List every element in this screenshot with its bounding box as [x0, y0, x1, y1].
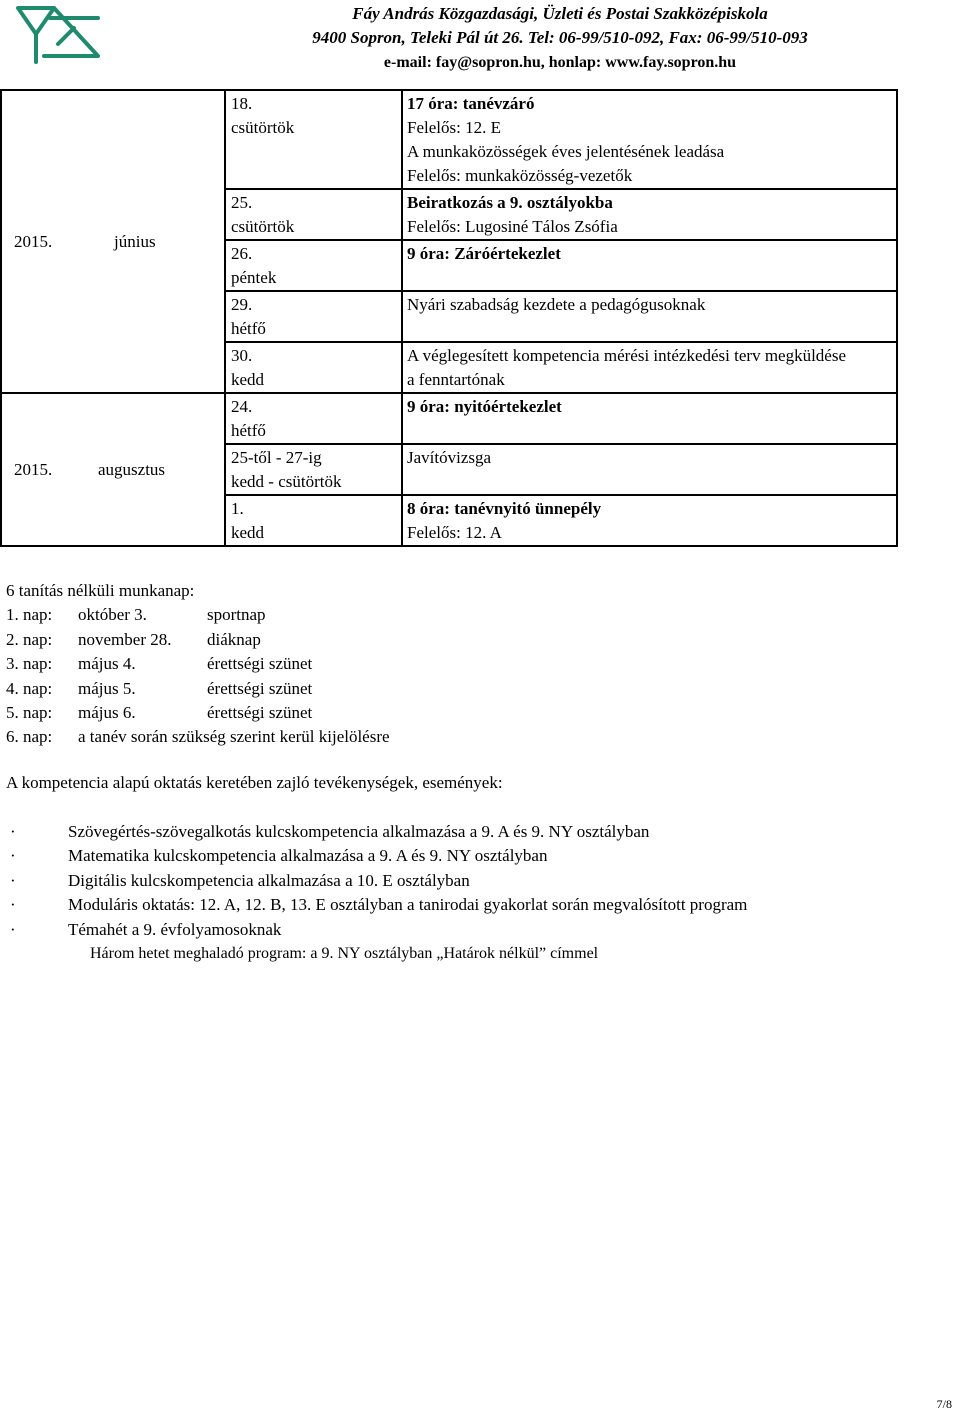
- event-cell: 9 óra: nyitóértekezlet: [402, 393, 897, 444]
- list-item: 2. nap: november 28. diáknap: [6, 629, 261, 649]
- list-item: 3. nap: május 4. érettségi szünet: [6, 654, 313, 674]
- list-sub-item: Három hetet meghaladó program: a 9. NY osztályban „Határok nélkül” címmel: [90, 945, 599, 962]
- year-cell: 2015.: [1, 90, 84, 393]
- table-row: [1, 90, 897, 189]
- event-cell: 8 óra: tanévnyitó ünnepély Felelős: 12. A: [402, 495, 897, 546]
- event-cell: 9 óra: Záróértekezlet: [402, 240, 897, 291]
- table-row: [1, 393, 897, 444]
- schedule-table: [0, 89, 898, 547]
- workdays-list: [6, 579, 390, 750]
- date-cell: 25-től - 27-ig kedd - csütörtök: [225, 444, 402, 495]
- workdays-title: 6 tanítás nélküli munkanap:: [6, 581, 195, 600]
- month-cell: június: [84, 90, 225, 393]
- date-cell: 24. hétfő: [225, 393, 402, 444]
- school-address: 9400 Sopron, Teleki Pál út 26. Tel: 06-99/510-092, Fax: 06-99/510-093: [312, 28, 808, 47]
- year-cell: 2015.: [1, 393, 84, 546]
- date-cell: 1. kedd: [225, 495, 402, 546]
- list-item: 5. nap: május 6. érettségi szünet: [6, 702, 313, 722]
- month-cell: augusztus: [84, 393, 225, 546]
- date-cell: 30. kedd: [225, 342, 402, 393]
- competence-title: A kompetencia alapú oktatás keretében zajló tevékenységek, események:: [6, 773, 503, 792]
- date-cell: 18. csütörtök: [225, 90, 402, 189]
- event-cell: 17 óra: tanévzáró Felelős: 12. E A munkaközösségek éves jelentésének leadása Felelős: munkaközösség-vezetők: [402, 90, 897, 189]
- event-cell: Javítóvizsga: [402, 444, 897, 495]
- date-cell: 25. csütörtök: [225, 189, 402, 240]
- date-cell: 29. hétfő: [225, 291, 402, 342]
- date-cell: 26. péntek: [225, 240, 402, 291]
- school-name: Fáy András Közgazdasági, Üzleti és Postai Szakközépiskola: [352, 4, 768, 23]
- school-logo: [14, 4, 102, 64]
- event-cell: A véglegesített kompetencia mérési intézkedési terv megküldése a fenntartónak: [402, 342, 897, 393]
- list-item: 6. nap: a tanév során szükség szerint kerül kijelölésre: [6, 727, 390, 747]
- list-item: 1. nap: október 3. sportnap: [6, 605, 266, 625]
- list-item: 4. nap: május 5. érettségi szünet: [6, 678, 313, 698]
- page-number: 7/8: [936, 1397, 952, 1411]
- event-cell: Beiratkozás a 9. osztályokba Felelős: Lugosiné Tálos Zsófia: [402, 189, 897, 240]
- school-contact: e-mail: fay@sopron.hu, honlap: www.fay.sopron.hu: [383, 54, 737, 71]
- event-cell: Nyári szabadság kezdete a pedagógusoknak: [402, 291, 897, 342]
